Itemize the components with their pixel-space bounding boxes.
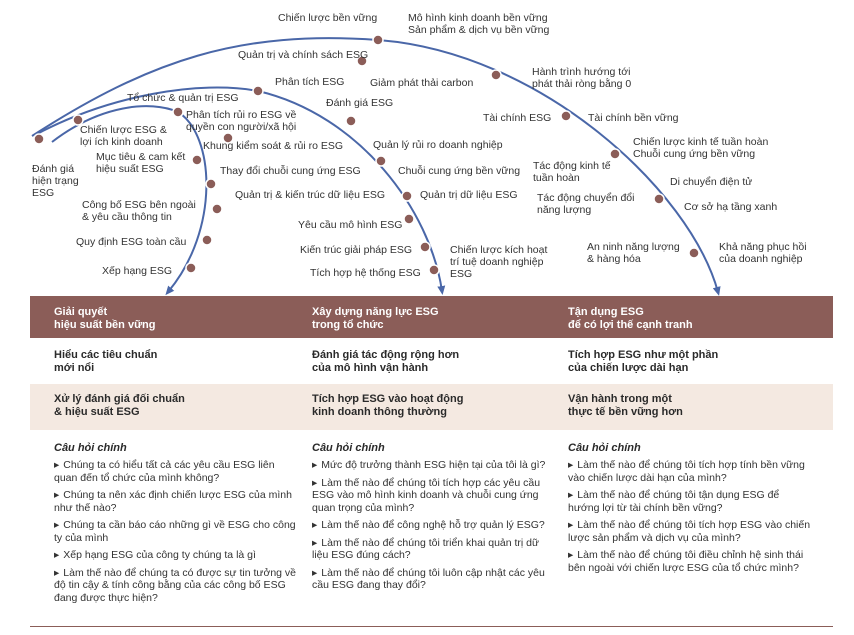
column-1-header: Giải quyết hiệu suất bền vững [54,306,156,331]
label-risk-control-framework: Khung kiểm soát & rủi ro ESG [203,140,344,152]
arc-node [610,149,620,159]
column-2-questions-title: Câu hỏi chính [312,442,385,454]
arc-node [689,248,699,258]
question-item: ▸ Chúng ta cần báo cáo những gì về ESG cho công ty của mình [54,519,299,544]
arc-node [402,191,412,201]
label-sustainable-business-model: Mô hình kinh doanh bền vững Sản phẩm & dịch vụ bền vững [408,12,550,36]
arc-node [376,156,386,166]
arc-node [491,70,501,80]
arc-node [186,263,196,273]
arc-node [420,242,430,252]
question-item: ▸ Làm thế nào để chúng tôi điều chỉnh hệ sinh thái bên ngoài với chiến lược ESG của tổ chức mình? [568,549,813,574]
label-model-requirements: Yêu cầu mô hình ESG [298,219,403,231]
label-circular-economy-strategy: Chiến lược kinh tế tuần hoàn Chuỗi cung ứng bền vững [633,136,769,160]
label-carbon-reduction: Giảm phát thải carbon [370,77,474,89]
column-3-questions-title: Câu hỏi chính [568,442,641,454]
question-item: ▸ Làm thế nào để công nghệ hỗ trợ quản lý ESG? [312,519,557,532]
question-item: ▸ Chúng ta có hiểu tất cả các yêu cầu ESG liên quan đến tổ chức của mình không? [54,459,299,484]
arc-node [202,235,212,245]
arc-node [253,86,263,96]
column-2-header: Xây dựng năng lực ESG trong tổ chức [312,306,439,331]
header-band [30,296,833,338]
column-1-questions-title: Câu hỏi chính [54,442,127,454]
label-supply-chain-change: Thay đổi chuỗi cung ứng ESG [220,165,361,177]
label-esg-assessment: Đánh giá ESG [326,97,394,109]
column-3-questions [568,459,813,579]
question-item: ▸ Làm thế nào để chúng tôi tận dụng ESG để hướng lợi từ tài chính bền vững? [568,489,813,514]
question-item: ▸ Chúng ta nên xác định chiến lược ESG của mình như thế nào? [54,489,299,514]
label-esg-analysis: Phân tích ESG [275,76,345,88]
arc-node [34,134,44,144]
question-item: ▸ Làm thế nào để chúng tôi tích hợp ESG vào chiến lược sản phẩm và dịch vụ của mình? [568,519,813,544]
label-energy-security: An ninh năng lượng & hàng hóa [587,241,680,265]
arc-node [404,214,414,224]
label-sustainable-supply-chain: Chuỗi cung ứng bền vững [398,165,521,177]
question-item: ▸ Xếp hạng ESG của công ty chúng ta là gì [54,549,299,562]
label-net-zero-journey: Hành trình hướng tới phát thải ròng bằng 0 [532,66,632,90]
label-performance-targets: Mục tiêu & cam kết hiệu suất ESG [96,151,186,175]
focus-row-1 [30,340,833,384]
arc-node [192,155,202,165]
label-governance-policy: Quản trị và chính sách ESG [238,49,369,61]
column-2-row-2: Tích hợp ESG vào hoạt động kinh doanh thông thường [312,393,464,418]
column-3-header: Tận dụng ESG để có lợi thế cạnh tranh [568,306,693,331]
question-item: ▸ Làm thế nào để chúng tôi luôn cập nhật các yêu cầu ESG đang thay đổi? [312,567,557,592]
question-item: ▸ Làm thế nào để chúng ta có được sự tin tưởng về độ tin cậy & tính công bằng của các công bố ESG đang được thực hiện? [54,567,299,605]
label-esg-intelligence: Chiến lược kích hoạt trí tuệ doanh nghiệp ESG [450,244,548,280]
focus-row-2 [30,384,833,430]
label-esg-finance: Tài chính ESG [483,112,552,124]
label-business-resilience: Khả năng phục hồi của doanh nghiệp [719,241,807,265]
column-3-row-2: Vận hành trong một thực tế bền vững hơn [568,393,683,418]
column-1-row-1: Hiểu các tiêu chuẩn mới nổi [54,349,158,374]
label-global-regulation: Quy định ESG toàn cầu [76,236,187,248]
question-item: ▸ Mức độ trưởng thành ESG hiện tại của tôi là gì? [312,459,557,472]
arc-node [654,194,664,204]
column-1-questions [54,459,299,609]
label-esg-organization: Tổ chức & quản trị ESG [127,92,239,104]
label-energy-transition: Tác động chuyển đổi năng lượng [537,192,635,216]
column-2-questions [312,459,557,597]
label-external-disclosure: Công bố ESG bên ngoài & yêu cầu thông tin [82,199,196,223]
label-green-infrastructure: Cơ sở hạ tầng xanh [684,201,778,213]
label-circular-impact: Tác động kinh tế tuần hoàn [533,160,611,184]
column-1-row-2: Xử lý đánh giá đối chuẩn & hiệu suất ESG [54,393,185,418]
label-solution-architecture: Kiến trúc giải pháp ESG [300,244,413,256]
arc-node [212,204,222,214]
arc-node [346,116,356,126]
label-esg-data-governance: Quản trị dữ liệu ESG [420,189,518,201]
arc-node [206,179,216,189]
label-sustainable-strategy: Chiến lược bền vững [278,12,378,24]
label-esg-rating: Xếp hạng ESG [102,265,173,277]
column-3-row-1: Tích hợp ESG như một phần của chiến lược dài hạn [568,349,719,374]
question-item: ▸ Làm thế nào để chúng tôi triển khai quản trị dữ liệu ESG đúng cách? [312,537,557,562]
label-e-mobility: Di chuyển điện tử [670,176,753,188]
label-enterprise-risk: Quản lý rủi ro doanh nghiệp [373,139,503,151]
label-esg-strategy-benefit: Chiến lược ESG & lợi ích kinh doanh [80,124,167,148]
column-2-row-1: Đánh giá tác động rộng hơn của mô hình vận hành [312,349,460,374]
label-system-integration: Tích hợp hệ thống ESG [310,267,421,279]
label-human-rights-risk: Phân tích rủi ro ESG về quyền con người/xã hội [186,109,297,133]
arc-node [429,265,439,275]
arc-node [561,111,571,121]
question-item: ▸ Làm thế nào để chúng tôi tích hợp tính bền vững vào chiến lược dài hạn của mình? [568,459,813,484]
label-sustainable-finance: Tài chính bền vững [588,112,679,124]
label-esg-current-state: Đánh giá hiện trạng ESG [32,163,79,199]
label-data-architecture: Quản trị & kiến trúc dữ liệu ESG [235,189,386,201]
arc-node [173,107,183,117]
question-item: ▸ Làm thế nào để chúng tôi tích hợp các yêu cầu ESG vào mô hình kinh doanh và chuỗi cung ứng quan trọng của mình? [312,477,557,515]
bottom-rule [30,626,833,627]
arc-node [373,35,383,45]
